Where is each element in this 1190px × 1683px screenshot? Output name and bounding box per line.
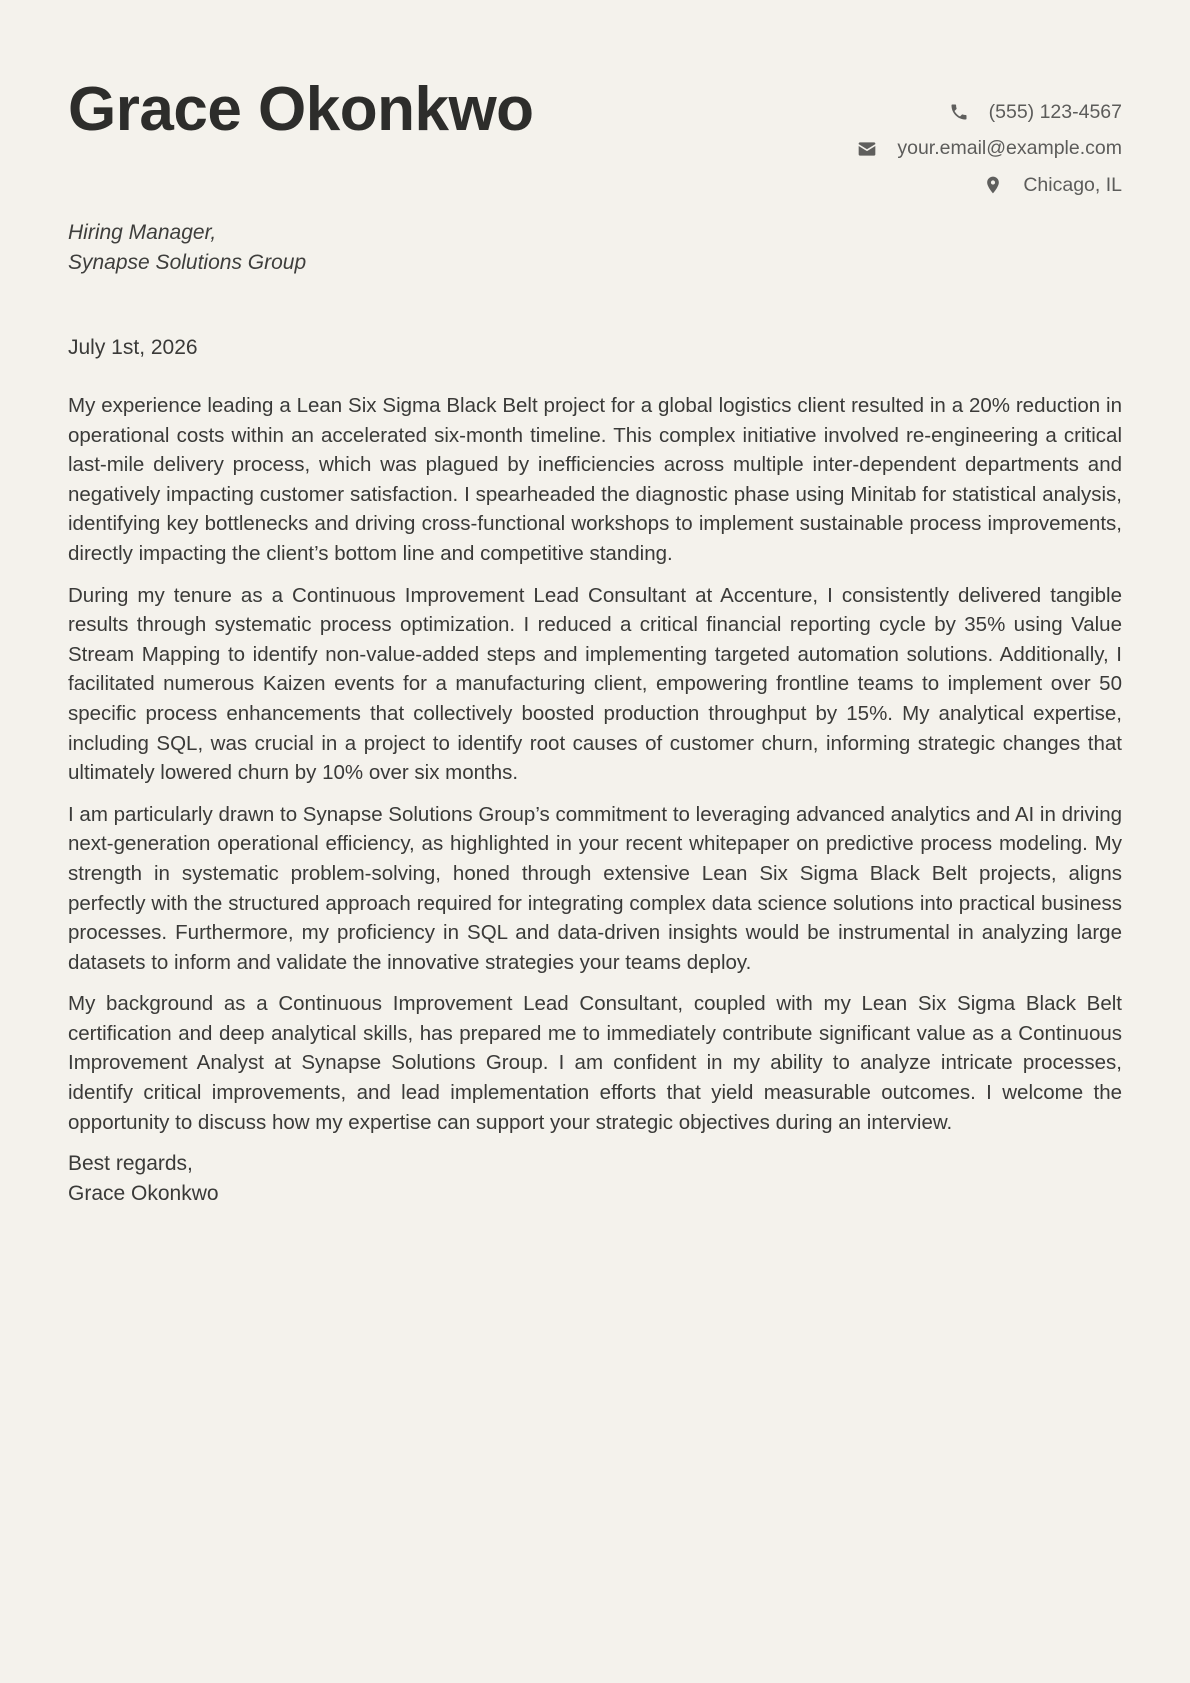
letter-body — [68, 391, 1122, 1137]
body-paragraph-1: My experience leading a Lean Six Sigma Black Belt project for a global logistics client resulted in a 20% reduction in operational costs within an accelerated six-month timeline. This complex initiative involved re-engineering a critical last-mile delivery process, which was plagued by inefficiencies across multiple inter-dependent departments and negatively impacting customer satisfaction. I spearheaded the diagnostic phase using Minitab for statistical analysis, identifying key bottlenecks and driving cross-functional workshops to implement sustainable process improvements, directly impacting the client’s bottom line and competitive standing. — [68, 394, 1122, 565]
letter-date: July 1st, 2026 — [68, 336, 198, 359]
email-address: your.email@example.com — [897, 137, 1122, 160]
contact-info — [855, 94, 1122, 204]
body-paragraph-4: My background as a Continuous Improvement Lead Consultant, coupled with my Lean Six Sigma Black Belt certification and deep analytical skills, has prepared me to immediately contribute significant value as a Continuous Improvement Analyst at Synapse Solutions Group. I am confident in my ability to analyze intricate processes, identify critical improvements, and lead implementation efforts that yield measurable outcomes. I welcome the opportunity to discuss how my expertise can support your strategic objectives during an interview. — [68, 992, 1122, 1134]
letter-header — [68, 0, 1122, 210]
map-marker-icon — [981, 173, 1005, 197]
recipient-block — [68, 218, 1122, 278]
recipient-line-1: Hiring Manager, — [68, 221, 217, 244]
phone-number: (555) 123-4567 — [988, 100, 1122, 123]
closing-block — [68, 1149, 1122, 1208]
closing-salutation: Best regards, — [68, 1152, 193, 1176]
contact-email — [855, 131, 1122, 168]
location-text: Chicago, IL — [1023, 173, 1122, 196]
sender-name: Grace Okonkwo — [68, 75, 534, 144]
recipient-line-2: Synapse Solutions Group — [68, 251, 307, 274]
closing-signature: Grace Okonkwo — [68, 1181, 219, 1205]
phone-icon — [947, 100, 971, 124]
contact-location — [855, 167, 1122, 204]
envelope-icon — [855, 137, 879, 161]
body-paragraph-2: During my tenure as a Continuous Improvement Lead Consultant at Accenture, I consistently delivered tangible results through systematic process optimization. I reduced a critical financial reporting cycle by 35% using Value Stream Mapping to identify non-value-added steps and implementing targeted automation solutions. Additionally, I facilitated numerous Kaizen events for a manufacturing client, empowering frontline teams to implement over 50 specific process enhancements that collectively boosted production throughput by 15%. My analytical expertise, including SQL, was crucial in a project to identify root causes of customer churn, informing strategic changes that ultimately lowered churn by 10% over six months. — [68, 583, 1122, 785]
contact-phone — [855, 94, 1122, 131]
body-paragraph-3: I am particularly drawn to Synapse Solutions Group’s commitment to leveraging advanced analytics and AI in driving next-generation operational efficiency, as highlighted in your recent whitepaper on predictive process modeling. My strength in systematic problem-solving, honed through extensive Lean Six Sigma Black Belt projects, aligns perfectly with the structured approach required for integrating complex data science solutions into practical business processes. Furthermore, my proficiency in SQL and data-driven insights would be instrumental in analyzing large datasets to inform and validate the innovative strategies your teams deploy. — [68, 802, 1122, 974]
